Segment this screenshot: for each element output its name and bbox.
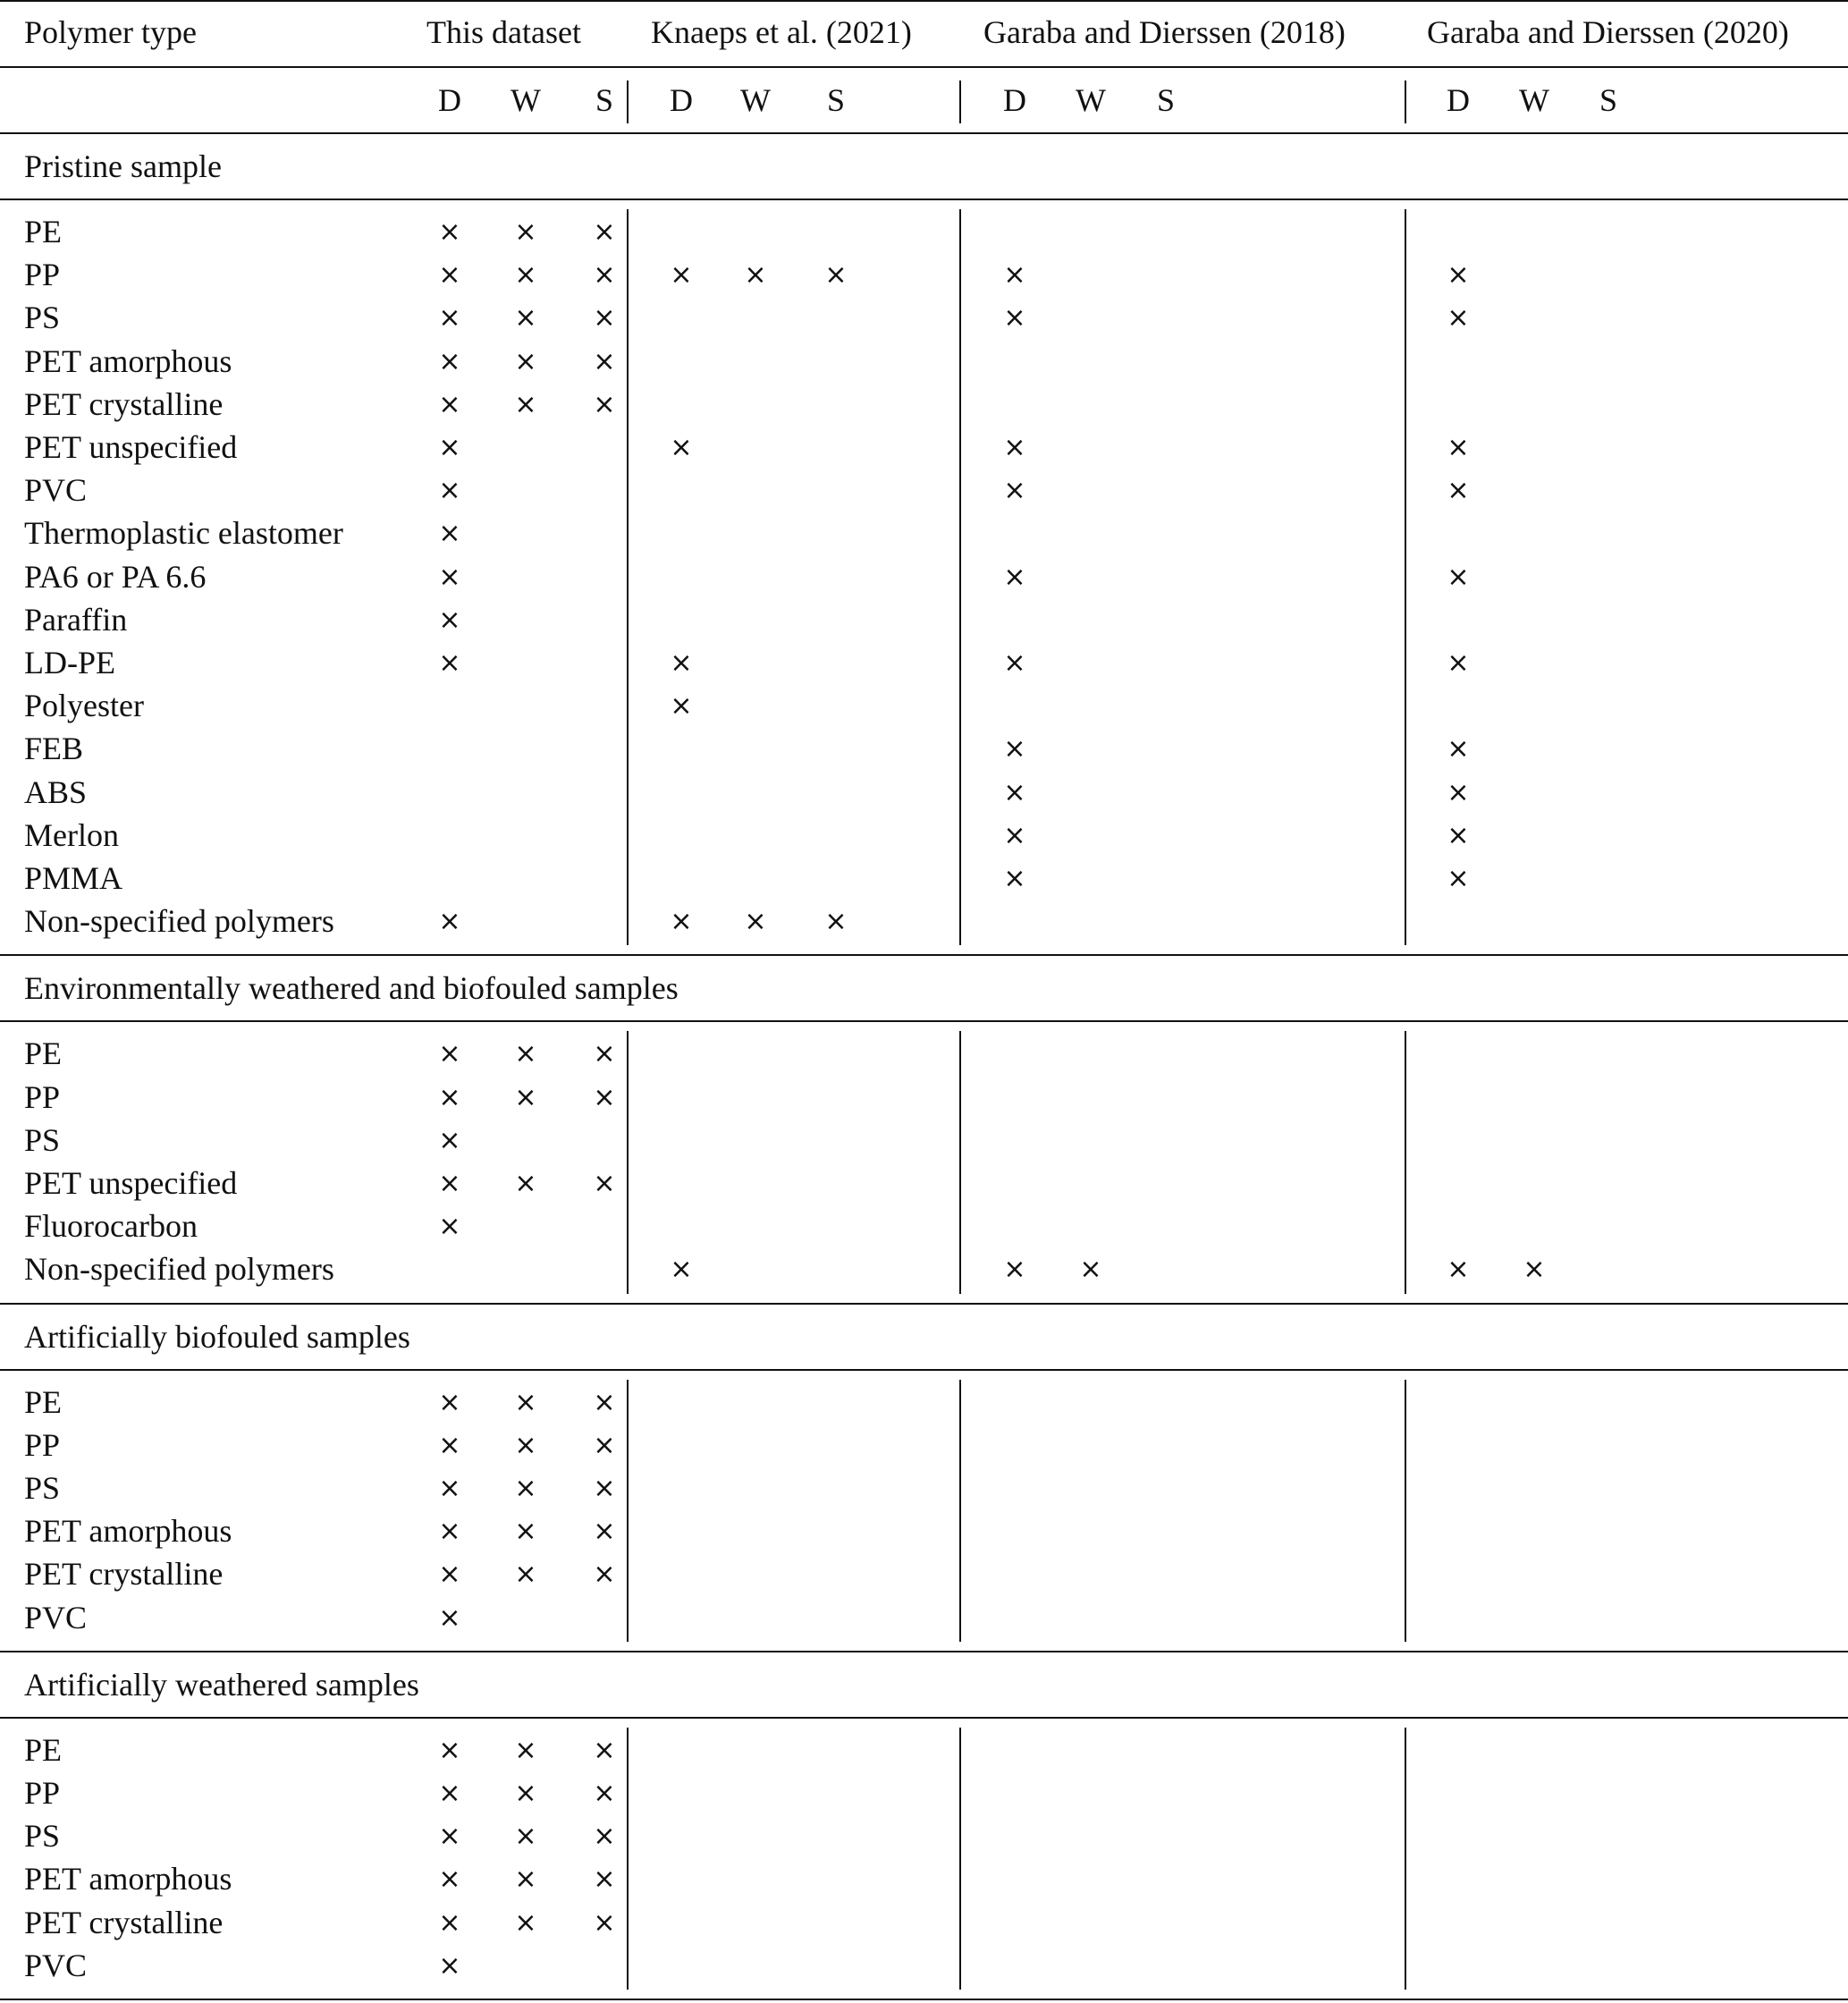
- polymer-name: PE: [24, 1731, 63, 1768]
- polymer-name: PS: [24, 300, 61, 336]
- cross-mark: ×: [593, 1778, 616, 1809]
- cross-mark: ×: [438, 345, 461, 377]
- cross-mark: ×: [438, 647, 461, 679]
- cross-mark: ×: [438, 1473, 461, 1504]
- cross-mark: ×: [438, 1516, 461, 1548]
- cross-mark: ×: [438, 1081, 461, 1113]
- polymer-name: PP: [24, 1426, 61, 1463]
- polymer-name: PET crystalline: [24, 385, 224, 422]
- cross-mark: ×: [438, 604, 461, 636]
- cross-mark: ×: [438, 1734, 461, 1766]
- section-rule: [0, 1369, 1848, 1371]
- cross-mark: ×: [514, 1559, 537, 1591]
- cross-mark: ×: [670, 690, 693, 723]
- polymer-name: PP: [24, 1775, 61, 1811]
- cross-mark: ×: [1447, 561, 1470, 593]
- cross-mark: ×: [438, 1864, 461, 1896]
- cross-mark: ×: [1447, 863, 1470, 894]
- subcolumn-s: S: [1156, 82, 1176, 118]
- cross-mark: ×: [1003, 302, 1026, 334]
- polymer-name: Paraffin: [24, 601, 128, 638]
- cross-mark: ×: [1003, 1254, 1026, 1286]
- cross-mark: ×: [514, 1516, 537, 1548]
- cross-mark: ×: [438, 259, 461, 292]
- polymer-name: PS: [24, 1470, 61, 1506]
- subcolumn-d: D: [438, 82, 461, 118]
- cross-mark: ×: [1003, 432, 1026, 463]
- cross-mark: ×: [514, 1038, 537, 1070]
- polymer-name: PET unspecified: [24, 1165, 238, 1201]
- cross-mark: ×: [1447, 733, 1470, 765]
- section-title: Artificially biofouled samples: [24, 1318, 410, 1355]
- subcolumn-d: D: [1447, 82, 1470, 118]
- section-end-rule: [0, 1303, 1848, 1305]
- cross-mark: ×: [593, 302, 616, 334]
- subcolumn-w: W: [1076, 82, 1106, 118]
- cross-mark: ×: [514, 1778, 537, 1809]
- polymer-type-header: Polymer type: [24, 14, 197, 50]
- subheader-rule: [0, 132, 1848, 134]
- section-title: Pristine sample: [24, 148, 222, 184]
- cross-mark: ×: [1523, 1254, 1546, 1286]
- cross-mark: ×: [670, 432, 693, 463]
- cross-mark: ×: [1079, 1254, 1102, 1286]
- cross-mark: ×: [593, 216, 616, 248]
- top-rule: [0, 0, 1848, 2]
- cross-mark: ×: [1003, 863, 1026, 894]
- polymer-name: PMMA: [24, 860, 123, 896]
- cross-mark: ×: [438, 216, 461, 248]
- cross-mark: ×: [670, 259, 693, 292]
- column-header-knaeps-2021: Knaeps et al. (2021): [651, 14, 912, 50]
- cross-mark: ×: [514, 1821, 537, 1853]
- polymer-name: PS: [24, 1818, 61, 1855]
- subcolumn-s: S: [595, 82, 614, 118]
- cross-mark: ×: [593, 1821, 616, 1853]
- group-separator: [959, 209, 961, 945]
- polymer-name: PA6 or PA 6.6: [24, 558, 207, 595]
- cross-mark: ×: [438, 1168, 461, 1199]
- cross-mark: ×: [438, 1211, 461, 1243]
- cross-mark: ×: [1003, 819, 1026, 851]
- cross-mark: ×: [593, 1429, 616, 1461]
- group-separator: [959, 1380, 961, 1642]
- polymer-name: PP: [24, 1078, 61, 1115]
- column-header-this-dataset: This dataset: [426, 14, 581, 50]
- cross-mark: ×: [438, 1906, 461, 1939]
- cross-mark: ×: [438, 561, 461, 593]
- polymer-name: ABS: [24, 773, 88, 810]
- cross-mark: ×: [438, 1559, 461, 1591]
- cross-mark: ×: [593, 1734, 616, 1766]
- cross-mark: ×: [1447, 259, 1470, 292]
- cross-mark: ×: [744, 259, 767, 292]
- cross-mark: ×: [438, 302, 461, 334]
- cross-mark: ×: [593, 345, 616, 377]
- cross-mark: ×: [438, 1386, 461, 1418]
- cross-mark: ×: [593, 1038, 616, 1070]
- cross-mark: ×: [593, 1081, 616, 1113]
- cross-mark: ×: [514, 302, 537, 334]
- column-header-garaba-2020: Garaba and Dierssen (2020): [1427, 14, 1789, 50]
- polymer-name: PE: [24, 1383, 63, 1420]
- section-end-rule: [0, 954, 1848, 956]
- cross-mark: ×: [593, 259, 616, 292]
- group-separator: [627, 209, 629, 945]
- cross-mark: ×: [593, 1516, 616, 1548]
- cross-mark: ×: [1003, 561, 1026, 593]
- polymer-name: PVC: [24, 1947, 88, 1983]
- polymer-name: Polyester: [24, 688, 144, 724]
- polymer-name: PVC: [24, 472, 88, 509]
- polymer-name: PET crystalline: [24, 1556, 224, 1593]
- cross-mark: ×: [1003, 776, 1026, 808]
- cross-mark: ×: [1003, 647, 1026, 679]
- subcolumn-d: D: [1003, 82, 1026, 118]
- cross-mark: ×: [438, 1821, 461, 1853]
- group-separator: [1405, 1380, 1406, 1642]
- cross-mark: ×: [593, 1906, 616, 1939]
- cross-mark: ×: [438, 1949, 461, 1982]
- polymer-name: PET amorphous: [24, 1861, 232, 1897]
- cross-mark: ×: [514, 1386, 537, 1418]
- polymer-name: Merlon: [24, 816, 119, 853]
- cross-mark: ×: [1447, 475, 1470, 507]
- cross-mark: ×: [438, 1778, 461, 1809]
- cross-mark: ×: [1003, 475, 1026, 507]
- cross-mark: ×: [593, 1386, 616, 1418]
- cross-mark: ×: [593, 1473, 616, 1504]
- subheader-separator: [959, 80, 961, 123]
- section-title: Environmentally weathered and biofouled samples: [24, 970, 679, 1007]
- cross-mark: ×: [824, 906, 848, 938]
- polymer-name: PET amorphous: [24, 342, 232, 379]
- section-rule: [0, 1020, 1848, 1022]
- cross-mark: ×: [514, 1429, 537, 1461]
- group-separator: [627, 1031, 629, 1293]
- cross-mark: ×: [514, 1864, 537, 1896]
- polymer-name: Fluorocarbon: [24, 1208, 198, 1245]
- cross-mark: ×: [514, 1734, 537, 1766]
- cross-mark: ×: [514, 259, 537, 292]
- subheader-separator: [627, 80, 629, 123]
- cross-mark: ×: [593, 1864, 616, 1896]
- column-header-garaba-2018: Garaba and Dierssen (2018): [983, 14, 1346, 50]
- group-separator: [1405, 1728, 1406, 1990]
- cross-mark: ×: [514, 1906, 537, 1939]
- group-separator: [1405, 1031, 1406, 1293]
- cross-mark: ×: [1447, 1254, 1470, 1286]
- cross-mark: ×: [438, 518, 461, 550]
- cross-mark: ×: [1447, 819, 1470, 851]
- polymer-name: PET crystalline: [24, 1904, 224, 1940]
- polymer-name: PET amorphous: [24, 1513, 232, 1550]
- subcolumn-w: W: [1519, 82, 1549, 118]
- subcolumn-w: W: [740, 82, 771, 118]
- subcolumn-d: D: [670, 82, 693, 118]
- group-separator: [627, 1380, 629, 1642]
- cross-mark: ×: [514, 1168, 537, 1199]
- cross-mark: ×: [593, 388, 616, 420]
- cross-mark: ×: [438, 432, 461, 463]
- polymer-name: PE: [24, 1035, 63, 1072]
- polymer-name: PE: [24, 214, 63, 249]
- group-separator: [959, 1031, 961, 1293]
- subheader-separator: [1405, 80, 1406, 123]
- polymer-name: PS: [24, 1121, 61, 1158]
- polymer-name: FEB: [24, 731, 84, 767]
- subcolumn-s: S: [1599, 82, 1618, 118]
- subcolumn-w: W: [511, 82, 541, 118]
- polymer-name: PVC: [24, 1599, 88, 1635]
- section-rule: [0, 1717, 1848, 1719]
- cross-mark: ×: [514, 1473, 537, 1504]
- cross-mark: ×: [1003, 733, 1026, 765]
- cross-mark: ×: [1447, 432, 1470, 463]
- cross-mark: ×: [593, 1559, 616, 1591]
- polymer-name: PP: [24, 257, 61, 293]
- section-end-rule: [0, 1651, 1848, 1652]
- group-separator: [959, 1728, 961, 1990]
- section-title: Artificially weathered samples: [24, 1666, 419, 1703]
- cross-mark: ×: [438, 1124, 461, 1156]
- cross-mark: ×: [438, 388, 461, 420]
- cross-mark: ×: [744, 906, 767, 938]
- cross-mark: ×: [1447, 302, 1470, 334]
- cross-mark: ×: [438, 1038, 461, 1070]
- cross-mark: ×: [438, 906, 461, 938]
- group-separator: [1405, 209, 1406, 945]
- cross-mark: ×: [1447, 647, 1470, 679]
- cross-mark: ×: [670, 906, 693, 938]
- header-rule: [0, 66, 1848, 68]
- cross-mark: ×: [438, 1429, 461, 1461]
- cross-mark: ×: [438, 475, 461, 507]
- polymer-name: Thermoplastic elastomer: [24, 515, 343, 552]
- section-rule: [0, 199, 1848, 200]
- group-separator: [627, 1728, 629, 1990]
- cross-mark: ×: [670, 647, 693, 679]
- cross-mark: ×: [514, 1081, 537, 1113]
- cross-mark: ×: [514, 345, 537, 377]
- cross-mark: ×: [670, 1254, 693, 1286]
- cross-mark: ×: [593, 1168, 616, 1199]
- section-end-rule: [0, 1999, 1848, 2000]
- cross-mark: ×: [438, 1602, 461, 1634]
- cross-mark: ×: [1003, 259, 1026, 292]
- cross-mark: ×: [1447, 776, 1470, 808]
- polymer-name: Non-specified polymers: [24, 1251, 334, 1288]
- polymer-name: PET unspecified: [24, 429, 238, 465]
- polymer-name: LD-PE: [24, 645, 115, 680]
- cross-mark: ×: [514, 216, 537, 248]
- polymer-name: Non-specified polymers: [24, 903, 334, 940]
- cross-mark: ×: [514, 388, 537, 420]
- cross-mark: ×: [824, 259, 848, 292]
- subcolumn-s: S: [826, 82, 846, 118]
